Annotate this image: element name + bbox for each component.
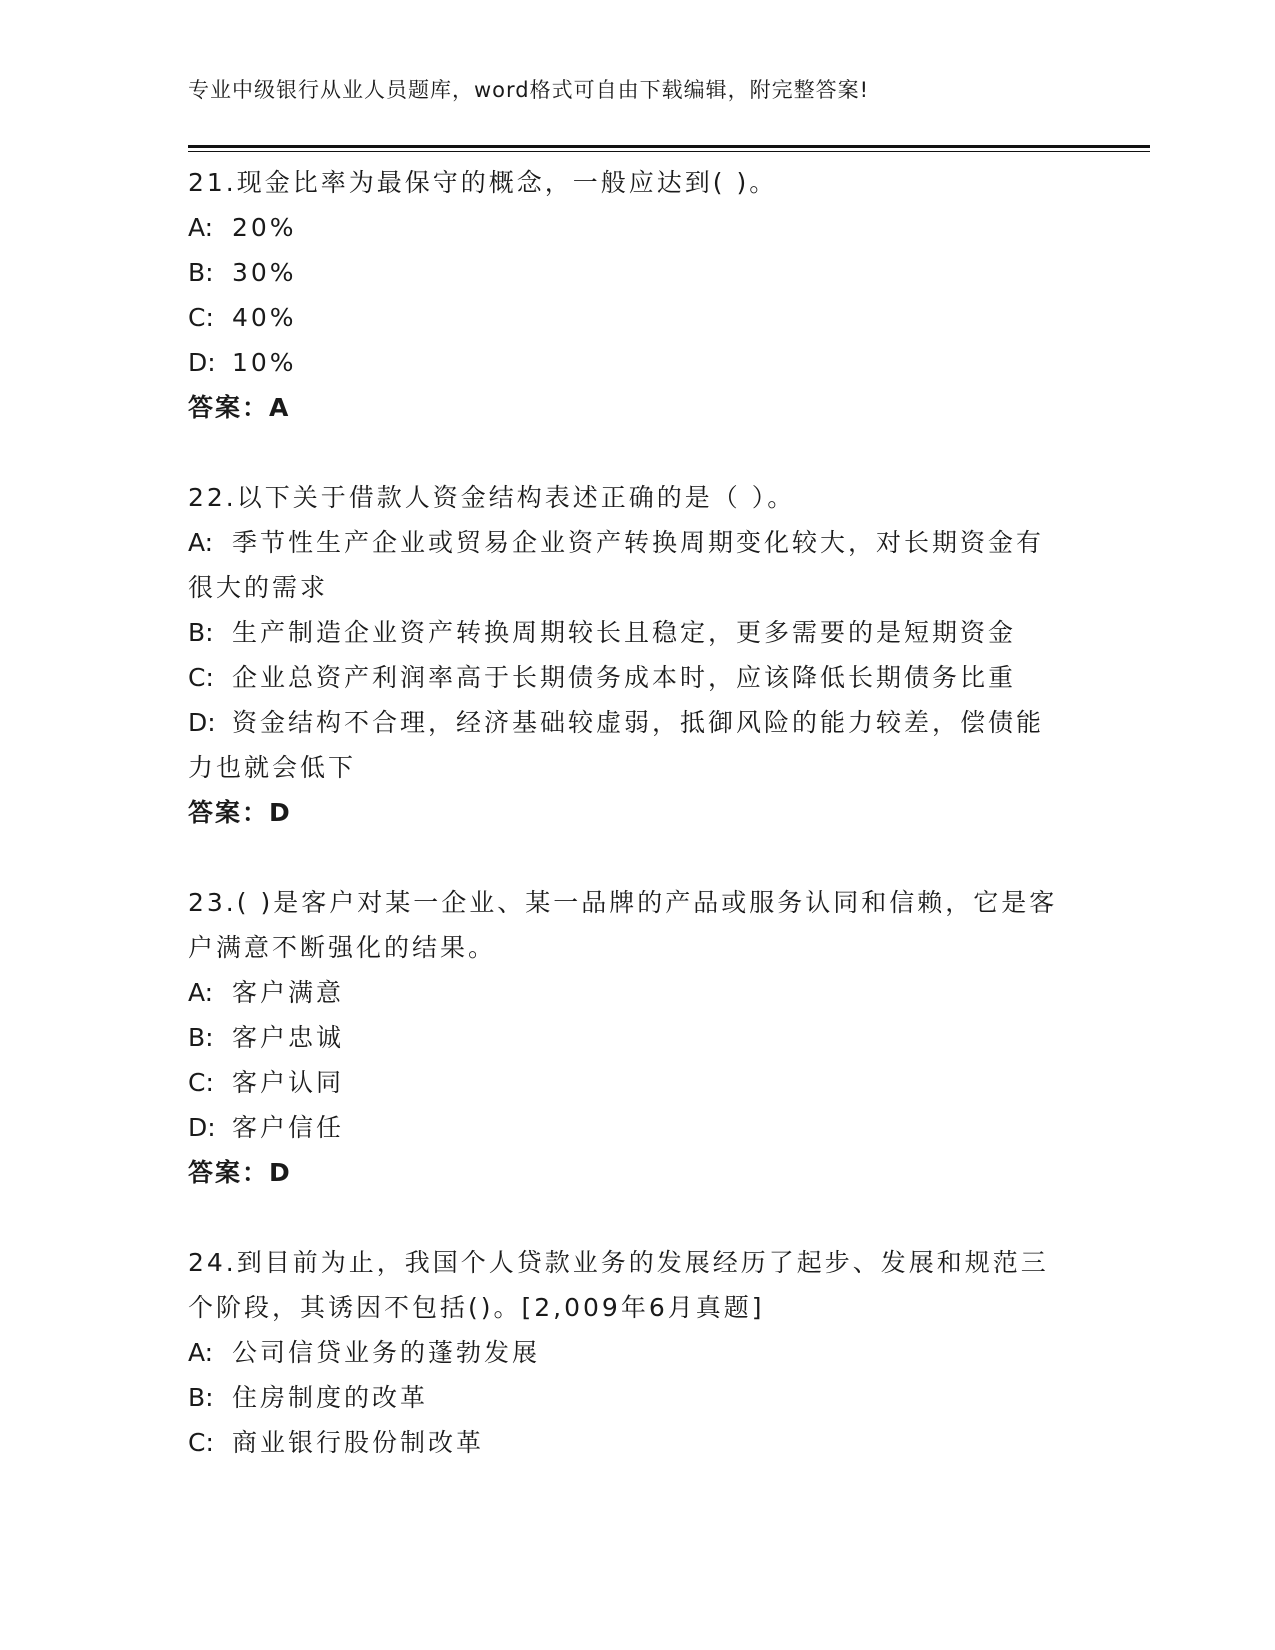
option-d — [188, 700, 1068, 790]
option-b — [188, 1015, 1068, 1060]
option-key: D: — [188, 348, 216, 377]
option-text: 生产制造企业资产转换周期较长且稳定，更多需要的是短期资金 — [232, 618, 1017, 647]
option-a — [188, 970, 1068, 1015]
answer-label: 答案： — [188, 798, 270, 827]
option-text: 住房制度的改革 — [232, 1383, 429, 1412]
option-key: C: — [188, 663, 214, 692]
option-key: C: — [188, 1068, 214, 1097]
option-text: 客户认同 — [232, 1068, 345, 1097]
option-text: 公司信贷业务的蓬勃发展 — [232, 1338, 541, 1367]
option-key: C: — [188, 1428, 214, 1457]
answer-value: A — [269, 393, 291, 422]
option-text: 季节性生产企业或贸易企业资产转换周期变化较大，对长期资金有很大的需求 — [188, 528, 1045, 602]
answer-value: D — [269, 1158, 292, 1187]
option-text: 客户信任 — [232, 1113, 345, 1142]
option-a — [188, 1330, 1068, 1375]
option-key: A: — [188, 528, 214, 557]
question-23 — [188, 880, 1068, 1195]
option-a — [188, 520, 1068, 610]
answer — [188, 1150, 1068, 1195]
option-key: A: — [188, 1338, 214, 1367]
question-stem: 23.( )是客户对某一企业、某一品牌的产品或服务认同和信赖，它是客户满意不断强化的结果。 — [188, 888, 1058, 962]
option-text: 40% — [232, 303, 297, 332]
question-stem: 24.到目前为止，我国个人贷款业务的发展经历了起步、发展和规范三个阶段，其诱因不包括()。[2,009年6月真题] — [188, 1248, 1049, 1322]
question-spacer — [188, 430, 1068, 475]
option-b — [188, 610, 1068, 655]
option-key: B: — [188, 618, 214, 647]
question-spacer — [188, 1195, 1068, 1240]
question-22 — [188, 475, 1068, 835]
answer-label: 答案： — [188, 393, 270, 422]
option-key: A: — [188, 213, 214, 242]
answer-value: D — [269, 798, 292, 827]
option-c — [188, 655, 1068, 700]
option-d — [188, 1105, 1068, 1150]
question-stem: 21.现金比率为最保守的概念，一般应达到( )。 — [188, 168, 778, 197]
option-key: B: — [188, 1383, 214, 1412]
option-c — [188, 295, 1068, 340]
header-rule-thick — [188, 145, 1150, 148]
question-21 — [188, 160, 1068, 430]
option-text: 30% — [232, 258, 297, 287]
option-text: 企业总资产利润率高于长期债务成本时，应该降低长期债务比重 — [232, 663, 1017, 692]
option-key: D: — [188, 1113, 216, 1142]
question-24 — [188, 1240, 1068, 1465]
option-key: B: — [188, 258, 214, 287]
option-text: 10% — [232, 348, 297, 377]
page-header: 专业中级银行从业人员题库，word格式可自由下载编辑，附完整答案! — [188, 78, 870, 102]
option-text: 客户满意 — [232, 978, 345, 1007]
option-text: 20% — [232, 213, 297, 242]
option-text: 客户忠诚 — [232, 1023, 345, 1052]
option-key: B: — [188, 1023, 214, 1052]
header-rule-thin — [188, 151, 1150, 152]
option-text: 商业银行股份制改革 — [232, 1428, 485, 1457]
option-key: D: — [188, 708, 216, 737]
answer — [188, 385, 1068, 430]
option-a — [188, 205, 1068, 250]
answer — [188, 790, 1068, 835]
option-text: 资金结构不合理，经济基础较虚弱，抵御风险的能力较差，偿债能力也就会低下 — [188, 708, 1045, 782]
option-b — [188, 250, 1068, 295]
option-d — [188, 340, 1068, 385]
option-key: C: — [188, 303, 214, 332]
option-key: A: — [188, 978, 214, 1007]
question-spacer — [188, 835, 1068, 880]
answer-label: 答案： — [188, 1158, 270, 1187]
option-c — [188, 1420, 1068, 1465]
option-b — [188, 1375, 1068, 1420]
question-list — [188, 160, 1068, 1465]
question-stem: 22.以下关于借款人资金结构表述正确的是（ ）。 — [188, 483, 796, 512]
option-c — [188, 1060, 1068, 1105]
